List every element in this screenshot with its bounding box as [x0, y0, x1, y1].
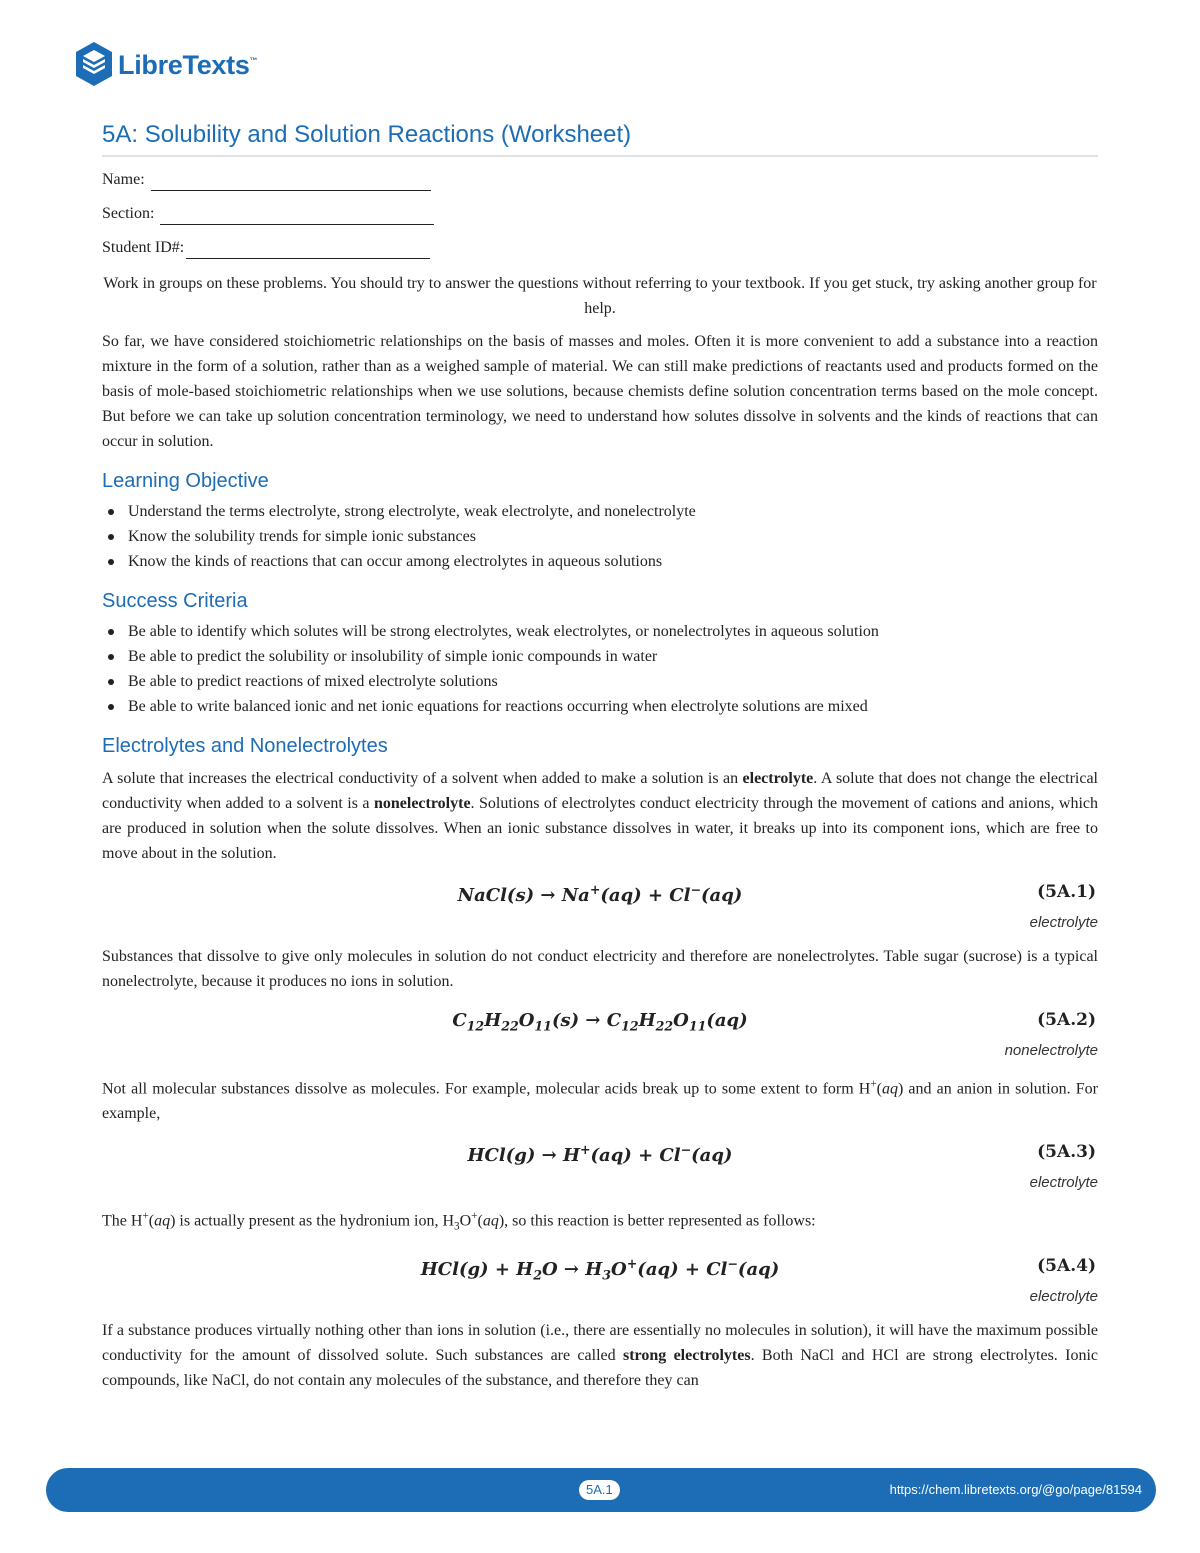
electrolytes-heading: Electrolytes and Nonelectrolytes: [102, 735, 388, 757]
footer-url-link[interactable]: https://chem.libretexts.org/@go/page/81594: [889, 1482, 1142, 1497]
equation-5a3: [102, 1134, 1098, 1170]
electrolyte-paragraph: A solute that increases the electrical conductivity of a solvent when added to make a solution is an electrolyte. A solute that does not change the electrical conductivity when added to a solvent is a nonelectrolyte. Solutions of electrolytes conduct electricity through the movement of cations and anions, which are produced in solution when the solute dissolves. When an ionic substance dissolves in water, it breaks up into its component ions, which are free to move about in the solution.: [102, 770, 1099, 862]
libretexts-logo[interactable]: [74, 40, 257, 90]
equation-formula: $C_{12}H_{22}O_{11}(s) \to C_{12}H_{22}O_{11}(aq)$: [452, 1010, 748, 1034]
learning-objective-heading: Learning Objective: [102, 470, 269, 492]
strong-electrolytes-paragraph: If a substance produces virtually nothing other than ions in solution (i.e., there are essentially no molecules in solution), it will have the maximum possible conductivity for the amount of dissolved solute. Such substances are called strong electrolytes. Both NaCl and HCl are strong electrolytes. Ionic compounds, like NaCl, do not contain any molecules of the substance, and therefore they can: [102, 1321, 1099, 1389]
equation-label: electrolyte: [1029, 1287, 1098, 1305]
equation-formula: HCl(g) → H+(aq) + Cl−(aq): [467, 1142, 733, 1167]
student-id-field: [102, 237, 1098, 259]
student-id-label: Student ID#:: [102, 239, 185, 256]
name-blank[interactable]: [151, 173, 431, 191]
list-item: Be able to write balanced ionic and net ionic equations for reactions occurring when electrolyte solutions are mixed: [108, 694, 1098, 719]
name-field: [102, 169, 1098, 191]
section-blank[interactable]: [160, 207, 434, 225]
hydronium-paragraph: The H+(aq) is actually present as the hydronium ion, $H_3O^+(aq)$, so this reaction is better represented as follows:: [102, 1210, 816, 1233]
section-label: Section:: [102, 205, 155, 222]
equation-formula: $HCl(g) + H_2O \to H_3O^+(aq) + Cl^-(aq)$: [420, 1255, 780, 1283]
list-item: Know the solubility trends for simple ionic substances: [108, 524, 1098, 549]
equation-label: electrolyte: [1029, 1174, 1098, 1192]
learning-objective-list: [102, 499, 1098, 574]
section-field: [102, 203, 1098, 225]
list-item: Understand the terms electrolyte, strong electrolyte, weak electrolyte, and nonelectrolyte: [108, 499, 1098, 524]
page-title: 5A: Solubility and Solution Reactions (Worksheet): [102, 121, 1098, 157]
molecular-acids-paragraph: Not all molecular substances dissolve as molecules. For example, molecular acids break up to some extent to form H+(aq) and an anion in solution. For example,: [102, 1078, 1098, 1123]
nonelectrolyte-paragraph: Substances that dissolve to give only molecules in solution do not conduct electricity and therefore are nonelectrolytes. Table sugar (sucrose) is a typical nonelectrolyte, because it produces no ions in solution.: [102, 948, 1098, 990]
list-item: Know the kinds of reactions that can occur among electrolytes in aqueous solutions: [108, 549, 1098, 574]
equation-label: electrolyte: [1029, 914, 1098, 931]
libretexts-logo-icon: [74, 40, 114, 90]
success-criteria-heading: Success Criteria: [102, 590, 248, 612]
intro-text: Work in groups on these problems. You should try to answer the questions without referring to your textbook. If you get stuck, try asking another group for help.: [103, 275, 1097, 317]
equation-5a1: [102, 874, 1098, 910]
list-item: Be able to predict reactions of mixed electrolyte solutions: [108, 669, 1098, 694]
equation-number: (5A.1): [1037, 882, 1096, 902]
equation-5a2: [102, 1002, 1098, 1038]
list-item: Be able to identify which solutes will be strong electrolytes, weak electrolytes, or nonelectrolytes in aqueous solution: [108, 619, 1098, 644]
student-id-blank[interactable]: [186, 241, 430, 259]
success-criteria-list: [102, 619, 1098, 719]
equation-formula: NaCl(s) → Na+(aq) + Cl−(aq): [457, 882, 743, 906]
name-label: Name:: [102, 171, 145, 188]
equation-5a4: [102, 1248, 1098, 1284]
page-footer: [46, 1468, 1156, 1512]
logo-text: LibreTexts™: [118, 49, 258, 80]
intro-paragraph: So far, we have considered stoichiometric relationships on the basis of masses and moles. Often it is more convenient to add a substance into a reaction mixture in the form of a solution, rather than as a weighed sample of material. We can still make predictions of reactants used and products formed on the basis of mole-based stoichiometric relationships when we use solutions, because chemists define solution concentration terms based on the mole concept. But before we can take up solution concentration terminology, we need to understand how solutes dissolve in solvents and the kinds of reactions that can occur in solution.: [102, 333, 1098, 450]
worksheet-content: [102, 116, 1098, 1393]
equation-number: (5A.2): [1037, 1010, 1096, 1030]
equation-number: (5A.3): [1037, 1142, 1096, 1163]
page-number-badge: 5A.1: [579, 1480, 620, 1500]
list-item: Be able to predict the solubility or insolubility of simple ionic compounds in water: [108, 644, 1098, 669]
equation-number: (5A.4): [1037, 1255, 1096, 1276]
equation-label: nonelectrolyte: [1004, 1042, 1098, 1059]
